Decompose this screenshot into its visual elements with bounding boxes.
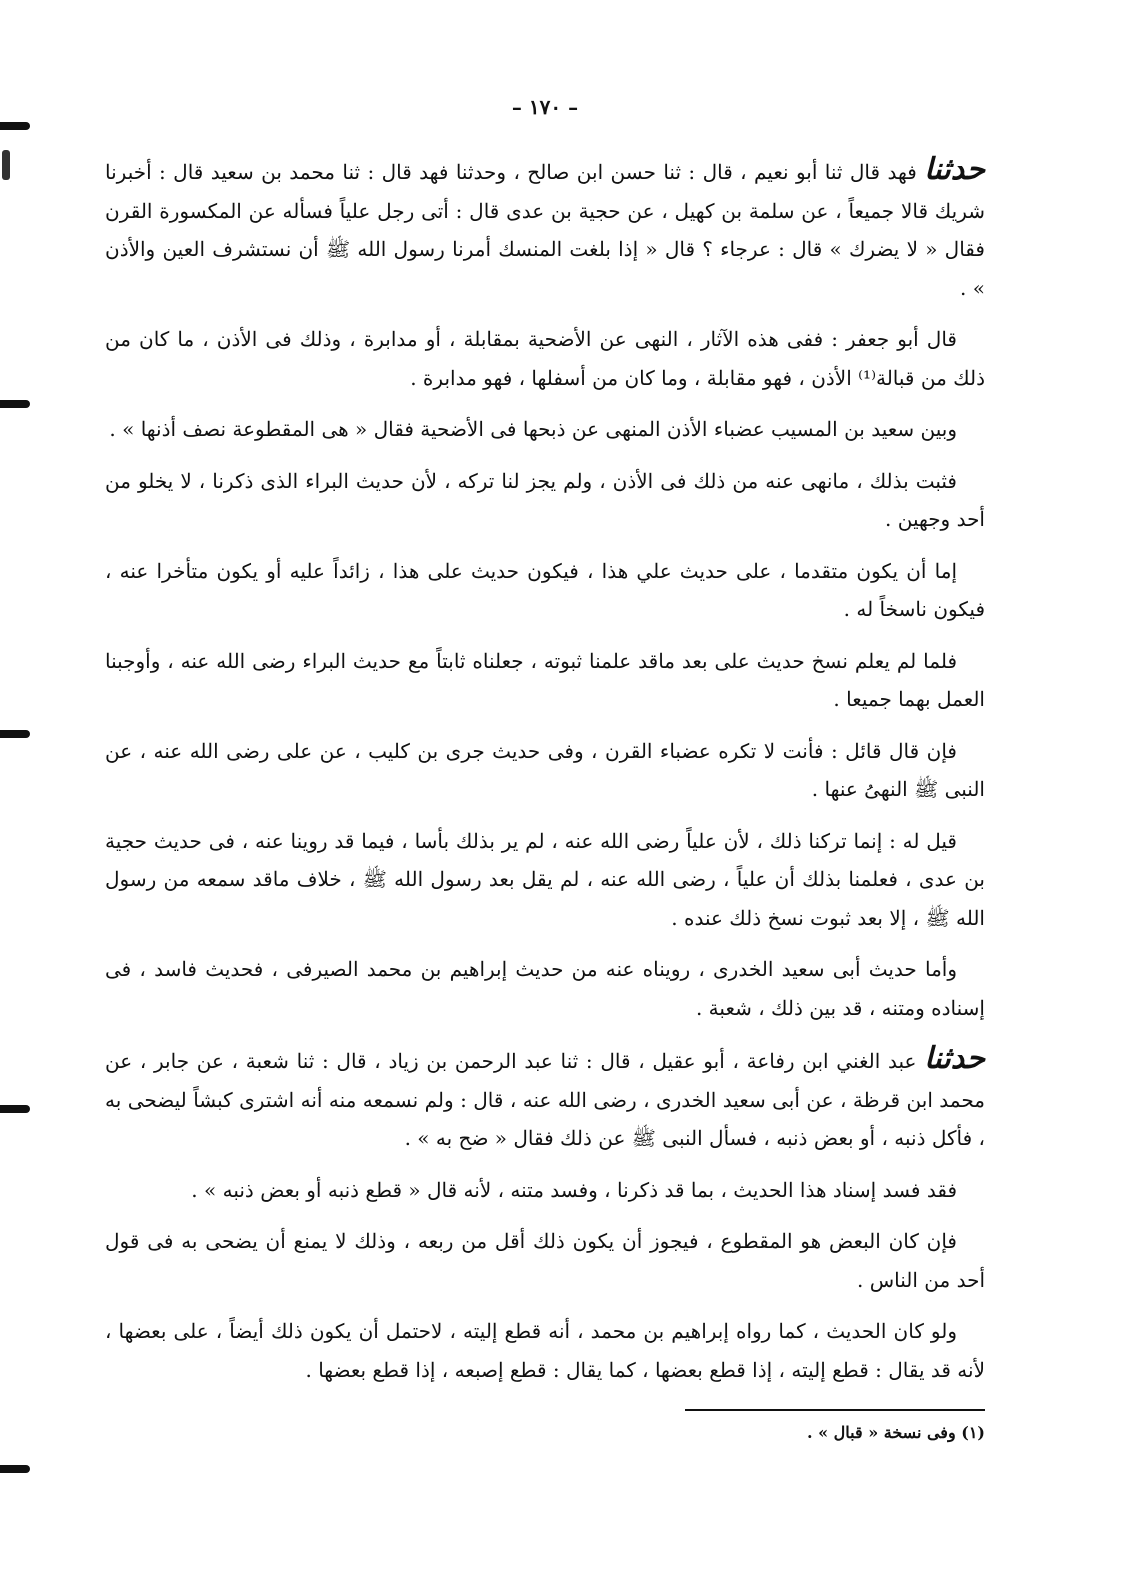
paragraph-text: وأما حديث أبى سعيد الخدرى ، رويناه عنه من حديث إبراهيم بن محمد الصيرفى ، فحديث فاسد ، فى إسناده ومتنه ، قد بين ذلك ، شعبة . xyxy=(105,957,985,1020)
scan-edge-mark xyxy=(0,400,30,408)
paragraph xyxy=(105,151,985,307)
paragraph-text: فقد فسد إسناد هذا الحديث ، بما قد ذكرنا ، وفسد متنه ، لأنه قال « قطع ذنبه أو بعض ذنبه » . xyxy=(191,1177,957,1202)
footnote-divider xyxy=(685,1409,985,1411)
paragraph-text: فإن كان البعض هو المقطوع ، فيجوز أن يكون ذلك أقل من ربعه ، وذلك لا يمنع أن يضحى به فى قول أحد من الناس . xyxy=(105,1229,985,1292)
paragraph xyxy=(105,732,985,809)
paragraph-text: إما أن يكون متقدما ، على حديث علي هذا ، فيكون حديث على هذا ، زائداً عليه أو يكون متأخرا عنه ، فيكون ناسخاً له . xyxy=(105,558,985,621)
paragraph-text: فإن قال قائل : فأنت لا تكره عضباء القرن ، وفى حديث جرى بن كليب ، عن على رضى الله عنه ، عن النبى ﷺ النهىُ عنها . xyxy=(105,738,985,801)
paragraph-text: وبين سعيد بن المسيب عضباء الأذن المنهى عن ذبحها فى الأضحية فقال « هى المقطوعة نصف أذنها » . xyxy=(109,417,957,441)
scan-edge-mark xyxy=(0,1105,30,1113)
paragraph xyxy=(105,410,985,449)
paragraph-text: فثبت بذلك ، مانهى عنه من ذلك فى الأذن ، ولم يجز لنا تركه ، لأن حديث البراء الذى ذكرنا ، لا يخلو من أحد وجهين . xyxy=(105,468,985,531)
page-number: – ١٧٠ – xyxy=(511,95,579,119)
paragraph-lead-word: حدثنا xyxy=(924,152,985,187)
paragraph xyxy=(105,1040,985,1158)
paragraph-text: قيل له : إنما تركنا ذلك ، لأن علياً رضى الله عنه ، لم ير بذلك بأسا ، فيما قد روينا عنه ، فى حديث حجية بن عدى ، فعلمنا بذلك أن علياً ، رضى الله عنه ، لم يقل بعد رسول الله ﷺ ، خلاف ماقد سمعه من رسول الله ﷺ ، إلا بعد ثبوت نسخ ذلك عنده . xyxy=(105,828,985,930)
page-body xyxy=(105,151,985,1389)
paragraph-text: عبد الغني ابن رفاعة ، أبو عقيل ، قال : ثنا عبد الرحمن بن زياد ، قال : ثنا شعبة ، عن جابر ، عن محمد ابن قرظة ، عن أبى سعيد الخدرى ، رضى الله عنه ، قال : ولم نسمعه منه أنه اشترى كبشاً ليضحى به ، فأكل ذنبه ، أو بعض ذنبه ، فسأل النبى ﷺ عن ذلك فقال « ضح به » . xyxy=(105,1049,985,1150)
paragraph xyxy=(105,1222,985,1299)
paragraph-text: فهد قال ثنا أبو نعيم ، قال : ثنا حسن ابن صالح ، وحدثنا فهد قال : ثنا محمد بن سعيد قال : أخبرنا شريك قالا جميعاً ، عن سلمة بن كهيل ، عن حجية بن عدى قال : أتى رجل علياً فسأله عن المكسورة القرن فقال « لا يضرك » قال : عرجاء ؟ قال « إذا بلغت المنسك أمرنا رسول الله ﷺ أن نستشرف العين والأذن » . xyxy=(105,160,985,300)
paragraph xyxy=(105,822,985,938)
footnote: (١) وفى نسخة « قبال » . xyxy=(806,1423,985,1442)
scan-edge-mark xyxy=(0,1465,30,1473)
paragraph-lead-word: حدثنا xyxy=(924,1041,985,1076)
paragraph xyxy=(105,642,985,719)
paragraph xyxy=(105,1171,985,1210)
book-page xyxy=(105,95,985,1442)
paragraph xyxy=(105,552,985,629)
scan-edge-mark xyxy=(0,730,30,738)
scan-edge-speck xyxy=(2,150,10,180)
paragraph-text: فلما لم يعلم نسخ حديث على بعد ماقد علمنا ثبوته ، جعلناه ثابتاً مع حديث البراء رضى الله عنه ، وأوجبنا العمل بهما جميعا . xyxy=(105,648,985,711)
paragraph xyxy=(105,1312,985,1389)
paragraph-text: قال أبو جعفر : ففى هذه الآثار ، النهى عن الأضحية بمقابلة ، أو مدابرة ، وذلك فى الأذن ، ما كان من ذلك من قبالة⁽¹⁾ الأذن ، فهو مقابلة ، وما كان من أسفلها ، فهو مدابرة . xyxy=(105,327,985,390)
paragraph xyxy=(105,320,985,397)
paragraph-text: ولو كان الحديث ، كما رواه إبراهيم بن محمد ، أنه قطع إليته ، لاحتمل أن يكون ذلك أيضاً ، على بعضها ، لأنه قد يقال : قطع إليته ، إذا قطع بعضها ، كما يقال : قطع إصبعه ، إذا قطع بعضها . xyxy=(105,1319,985,1382)
scan-edge-mark xyxy=(0,122,30,130)
paragraph xyxy=(105,950,985,1027)
paragraph xyxy=(105,462,985,539)
